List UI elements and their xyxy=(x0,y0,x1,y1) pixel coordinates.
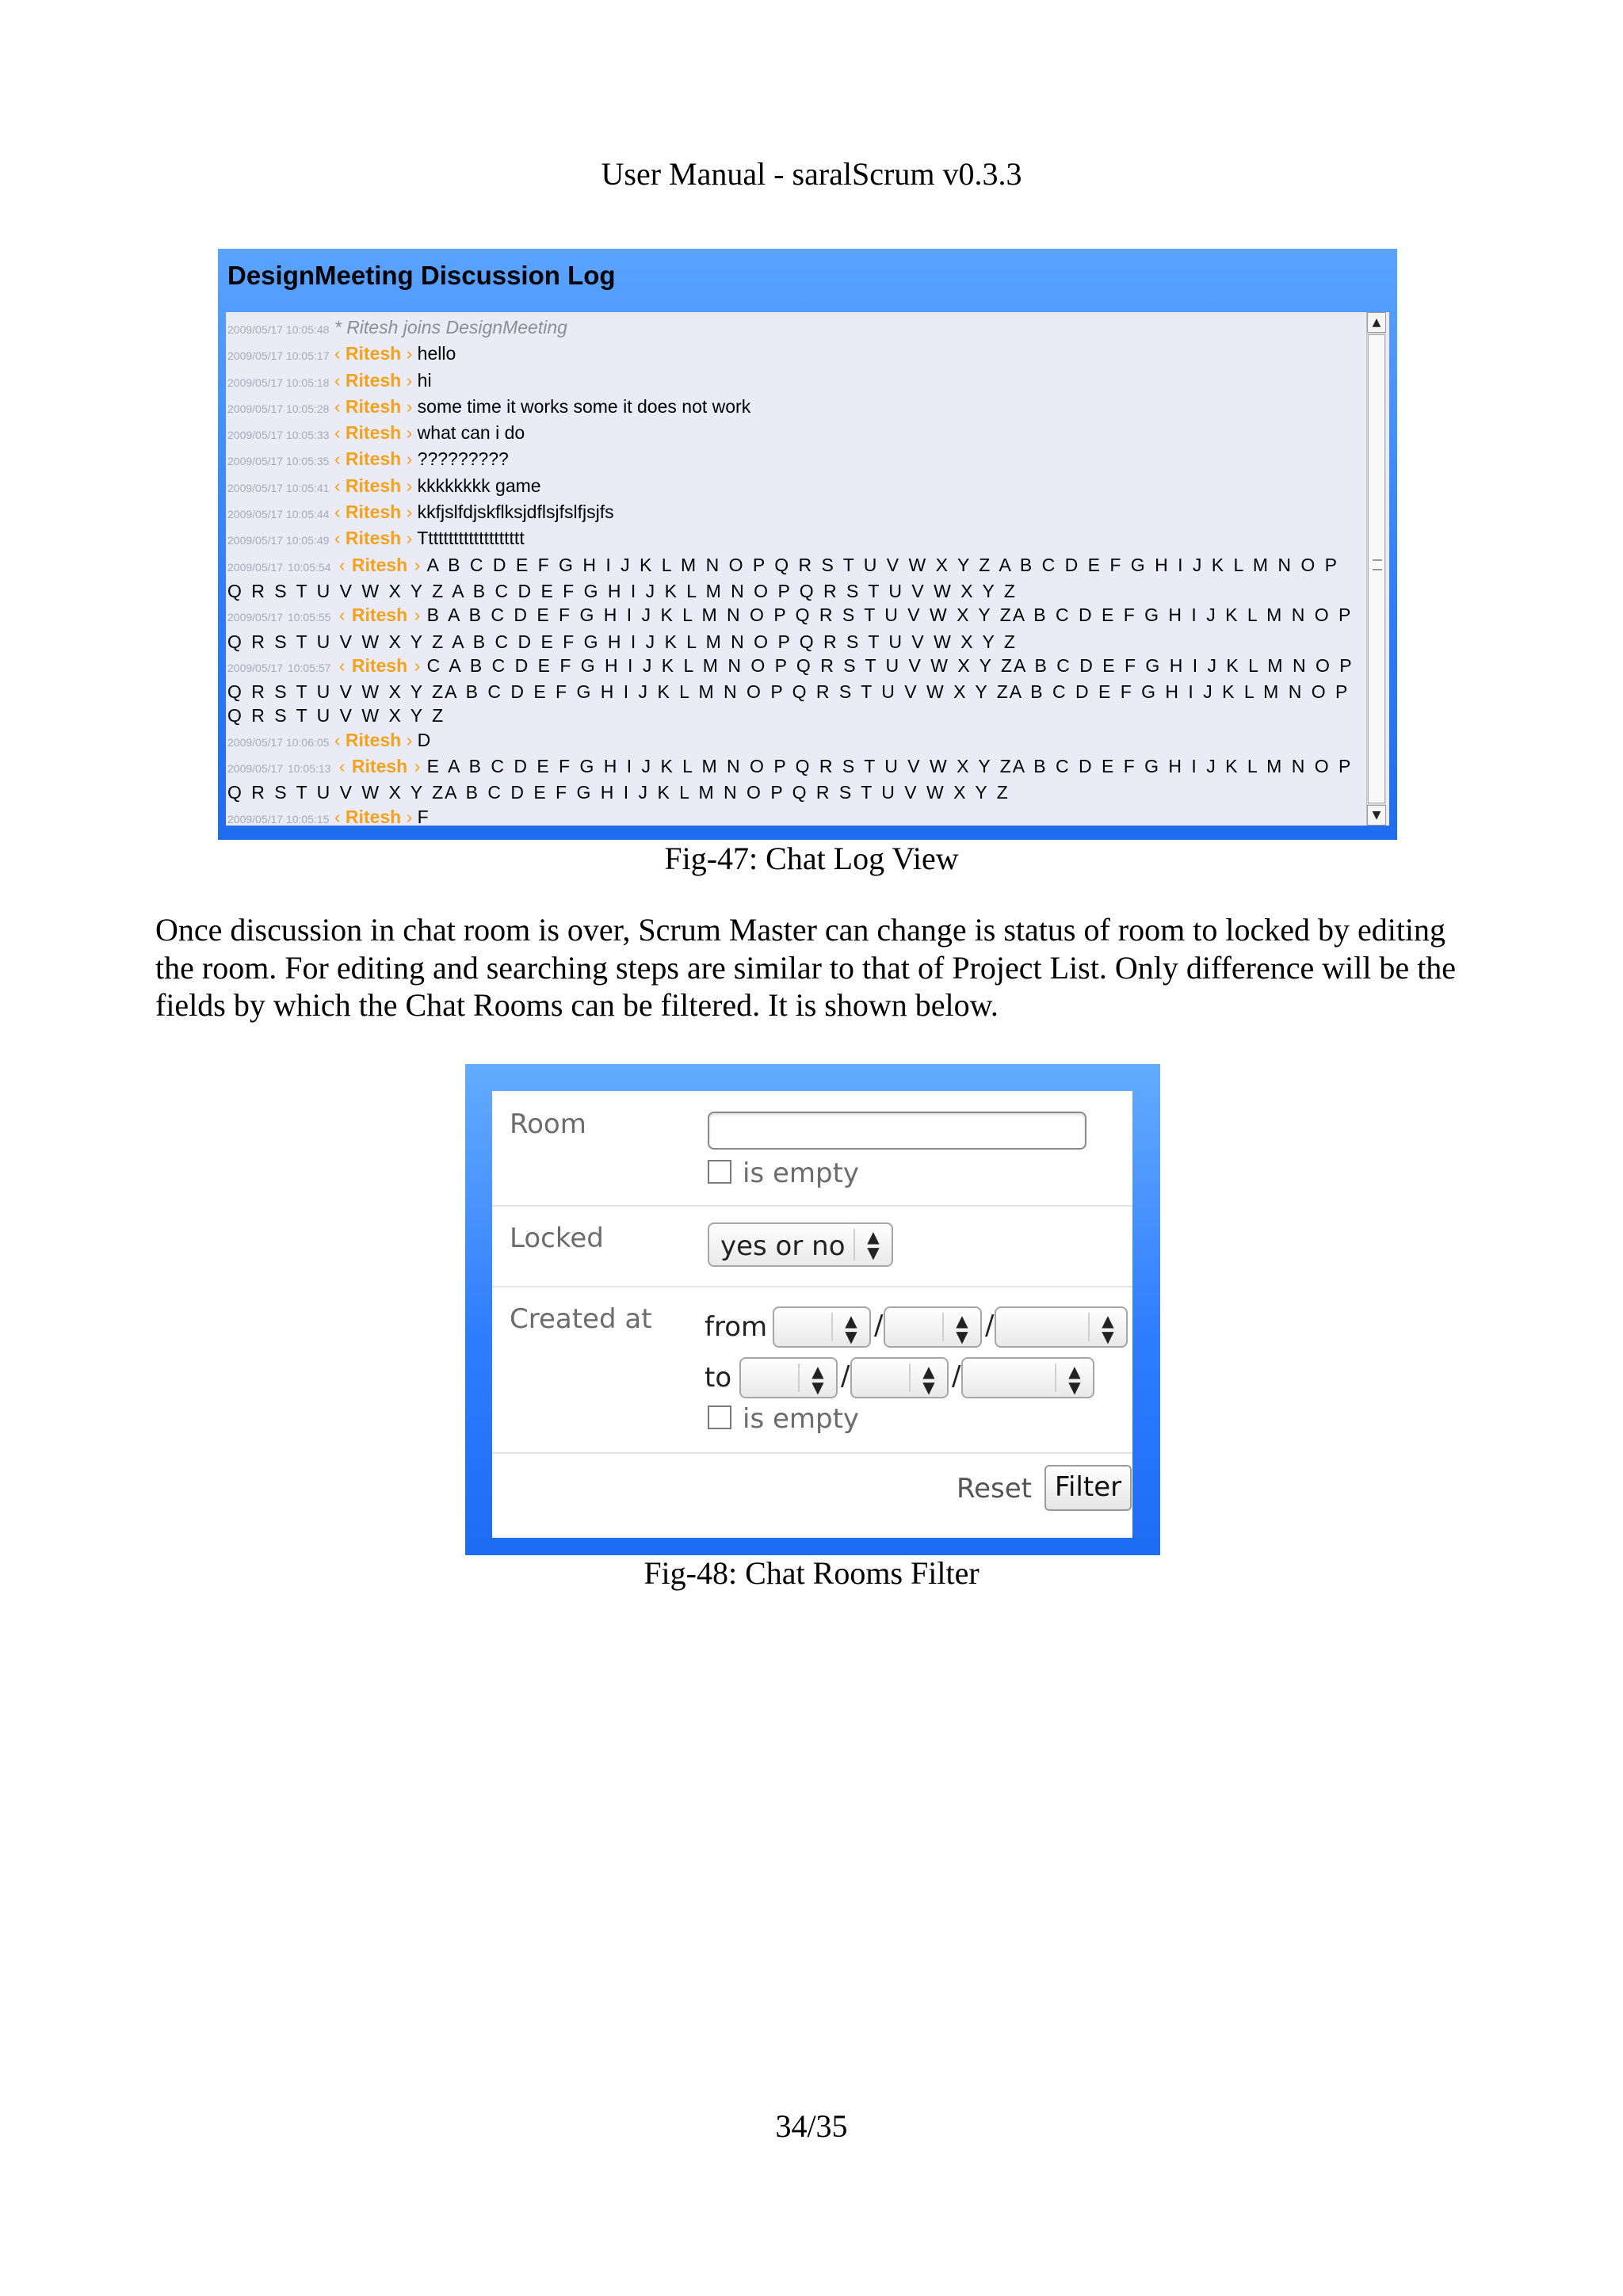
chat-line xyxy=(227,341,1361,368)
chat-nick: Ritesh xyxy=(351,605,408,626)
to-day-select[interactable] xyxy=(739,1357,838,1398)
page-number: 34/35 xyxy=(775,2108,848,2144)
room-label: Room xyxy=(510,1108,586,1140)
updown-icon: ▲ ▼ xyxy=(1055,1363,1093,1392)
nick-open-icon: ‹ xyxy=(338,654,352,676)
nick-close-icon: › xyxy=(401,502,418,523)
locked-row xyxy=(492,1207,1132,1287)
body-paragraph: Once discussion in chat room is over, Scrum Master can change is status of room to locked by editing the room. For editing and searching steps are similar to that of Project List. Only difference will be the fields by which the Chat Rooms can be filtered. It is shown below. xyxy=(155,912,1457,1023)
chat-nick: Ritesh xyxy=(345,343,402,364)
chat-message: what can i do xyxy=(417,422,525,444)
updown-icon: ▲ ▼ xyxy=(854,1229,892,1261)
nick-open-icon: ‹ xyxy=(334,502,346,523)
chat-line xyxy=(227,421,1361,447)
chat-message: some time it works some it does not work xyxy=(417,395,751,417)
chat-message: A B C D E F G H I J K L M N O P Q R S T U V W X Y Z A B C D E F G H I J K L M N O P Q R S T U V W X Y Z A B C D E F G H I J K L M N O P Q R S T U V W X Y Z xyxy=(227,554,1338,601)
chat-timestamp: 2009/05/17 10:05:44 xyxy=(227,508,330,521)
nick-open-icon: ‹ xyxy=(334,448,346,470)
chat-message: kkfjslfdjskflksjdflsjfslfjsjfs xyxy=(417,502,614,523)
chat-timestamp: 2009/05/17 10:05:48 xyxy=(227,323,330,336)
chat-nick: Ritesh xyxy=(345,369,402,391)
room-is-empty[interactable] xyxy=(708,1158,859,1189)
date-separator: / xyxy=(841,1360,850,1392)
nick-close-icon: › xyxy=(407,654,427,676)
nick-close-icon: › xyxy=(401,422,418,444)
chat-timestamp: 2009/05/17 10:05:17 xyxy=(227,349,330,363)
chat-nick: Ritesh xyxy=(351,654,408,676)
chat-rooms-filter-window xyxy=(465,1064,1160,1555)
reset-link[interactable]: Reset xyxy=(957,1473,1032,1505)
to-label: to xyxy=(705,1362,732,1394)
to-month-select[interactable] xyxy=(850,1357,949,1398)
date-separator: / xyxy=(985,1310,995,1341)
from-year-select[interactable] xyxy=(995,1306,1128,1348)
locked-select[interactable] xyxy=(708,1222,893,1267)
nick-close-icon: › xyxy=(401,475,418,496)
chat-timestamp: 2009/05/17 10:06:05 xyxy=(227,735,330,749)
chat-nick: Ritesh xyxy=(351,554,408,575)
chat-timestamp: 2009/05/17 10:05:18 xyxy=(227,376,330,389)
chat-nick: Ritesh xyxy=(345,528,402,549)
chat-log-lines xyxy=(227,315,1361,826)
nick-open-icon: ‹ xyxy=(334,475,346,496)
chat-line xyxy=(227,526,1361,552)
nick-close-icon: › xyxy=(401,395,418,417)
nick-close-icon: › xyxy=(407,756,427,777)
room-row xyxy=(492,1091,1132,1207)
chat-nick: Ritesh xyxy=(345,475,402,496)
nick-open-icon: ‹ xyxy=(334,422,346,444)
chat-message: E A B C D E F G H I J K L M N O P Q R S T U V W X Y ZA B C D E F G H I J K L M N O P Q R S T U V W X Y ZA B C D E F G H I J K L M N O P Q R S T U V W X Y Z xyxy=(227,756,1352,803)
created-is-empty-label: is empty xyxy=(743,1403,860,1435)
date-separator: / xyxy=(874,1310,884,1341)
chat-line xyxy=(227,500,1361,526)
chat-timestamp: 2009/05/17 10:05:13 xyxy=(227,762,331,776)
created-is-empty[interactable] xyxy=(708,1403,859,1435)
chat-timestamp: 2009/05/17 10:05:28 xyxy=(227,402,330,415)
nick-open-icon: ‹ xyxy=(334,395,346,417)
nick-open-icon: ‹ xyxy=(334,343,346,364)
created-at-label: Created at xyxy=(510,1303,652,1335)
chat-log-title: DesignMeeting Discussion Log xyxy=(227,261,616,290)
nick-open-icon: ‹ xyxy=(334,528,346,549)
filter-panel xyxy=(492,1091,1132,1538)
chat-nick: Ritesh xyxy=(345,806,402,826)
nick-open-icon: ‹ xyxy=(334,729,346,750)
updown-icon: ▲ ▼ xyxy=(798,1363,836,1392)
chat-line xyxy=(227,728,1361,754)
chat-message: D xyxy=(417,729,431,750)
chat-timestamp: 2009/05/17 10:05:57 xyxy=(227,661,331,674)
from-month-select[interactable] xyxy=(884,1306,982,1348)
chat-timestamp: 2009/05/17 10:05:41 xyxy=(227,481,330,494)
from-day-select[interactable] xyxy=(773,1306,871,1348)
nick-close-icon: › xyxy=(401,343,418,364)
fig47-caption: Fig-47: Chat Log View xyxy=(664,841,959,876)
chat-timestamp: 2009/05/17 10:05:55 xyxy=(227,611,331,624)
nick-open-icon: ‹ xyxy=(338,605,352,626)
chat-nick: Ritesh xyxy=(345,422,402,444)
chat-message: hi xyxy=(417,369,432,391)
chat-timestamp: 2009/05/17 10:05:35 xyxy=(227,455,330,468)
chat-nick: Ritesh xyxy=(345,395,402,417)
chat-message: hello xyxy=(417,343,456,364)
to-year-select[interactable] xyxy=(961,1357,1094,1398)
chat-line xyxy=(227,447,1361,473)
chat-nick: Ritesh xyxy=(351,756,408,777)
chat-log-window xyxy=(218,249,1397,840)
fig48-caption: Fig-48: Chat Rooms Filter xyxy=(643,1555,980,1591)
chat-message: kkkkkkkk game xyxy=(417,475,541,496)
chat-line xyxy=(227,474,1361,500)
nick-close-icon: › xyxy=(401,369,418,391)
nick-open-icon: ‹ xyxy=(338,554,352,575)
scroll-up-arrow-icon[interactable]: ▲ xyxy=(1367,312,1386,333)
chat-message: B A B C D E F G H I J K L M N O P Q R S T U V W X Y ZA B C D E F G H I J K L M N O P Q R S T U V W X Y Z A B C D E F G H I J K L M N O P Q R S T U V W X Y Z xyxy=(227,605,1352,652)
locked-label: Locked xyxy=(510,1222,604,1254)
room-is-empty-checkbox[interactable] xyxy=(708,1160,731,1184)
chat-line xyxy=(227,368,1361,395)
nick-close-icon: › xyxy=(401,448,418,470)
chat-nick: Ritesh xyxy=(345,729,402,750)
chat-log-body[interactable] xyxy=(226,312,1389,826)
chat-line xyxy=(227,754,1361,805)
nick-open-icon: ‹ xyxy=(338,756,352,777)
chat-line xyxy=(227,654,1361,728)
chat-timestamp: 2009/05/17 10:05:54 xyxy=(227,560,331,574)
scrollbar-thumb[interactable] xyxy=(1368,334,1385,803)
created-at-row xyxy=(492,1287,1132,1454)
chat-message: C A B C D E F G H I J K L M N O P Q R S T U V W X Y ZA B C D E F G H I J K L M N O P Q R S T U V W X Y ZA B C D E F G H I J K L M N O P Q R S T U V W X Y ZA B C D E F G H I J K L M N O P Q R S T U V W X Y Z xyxy=(227,654,1354,727)
created-is-empty-checkbox[interactable] xyxy=(708,1405,731,1429)
chat-log-scrollbar[interactable] xyxy=(1366,312,1386,826)
room-is-empty-label: is empty xyxy=(743,1158,860,1189)
nick-close-icon: › xyxy=(407,554,427,575)
chat-message: ????????? xyxy=(417,448,509,470)
chat-message: Tttttttttttttttttttt xyxy=(417,528,525,549)
updown-icon: ▲ ▼ xyxy=(831,1313,869,1341)
nick-open-icon: ‹ xyxy=(334,806,346,826)
page-header: User Manual - saralScrum v0.3.3 xyxy=(601,156,1022,192)
locked-select-value: yes or no xyxy=(720,1230,846,1262)
nick-close-icon: › xyxy=(401,729,418,750)
chat-message: F xyxy=(417,806,429,826)
chat-line xyxy=(227,553,1361,604)
filter-button[interactable]: Filter xyxy=(1044,1465,1132,1511)
nick-close-icon: › xyxy=(401,806,418,826)
grip-icon xyxy=(1373,559,1382,570)
chat-nick: Ritesh xyxy=(345,502,402,523)
chat-timestamp: 2009/05/17 10:05:33 xyxy=(227,429,330,442)
updown-icon: ▲ ▼ xyxy=(942,1313,980,1341)
nick-close-icon: › xyxy=(401,528,418,549)
chat-line xyxy=(227,395,1361,421)
chat-timestamp: 2009/05/17 10:05:49 xyxy=(227,534,330,547)
chat-timestamp: 2009/05/17 10:05:15 xyxy=(227,812,330,826)
room-input[interactable] xyxy=(708,1112,1086,1150)
scroll-down-arrow-icon[interactable]: ▼ xyxy=(1367,805,1386,826)
date-separator: / xyxy=(952,1360,961,1392)
chat-system-message: * Ritesh joins DesignMeeting xyxy=(334,317,567,338)
actions-row xyxy=(492,1454,1132,1536)
from-label: from xyxy=(705,1311,768,1343)
nick-open-icon: ‹ xyxy=(334,369,346,391)
chat-line xyxy=(227,315,1361,341)
updown-icon: ▲ ▼ xyxy=(1088,1313,1126,1341)
updown-icon: ▲ ▼ xyxy=(909,1363,947,1392)
chat-nick: Ritesh xyxy=(345,448,402,470)
chat-line xyxy=(227,805,1361,826)
nick-close-icon: › xyxy=(407,605,427,626)
chat-line xyxy=(227,603,1361,654)
